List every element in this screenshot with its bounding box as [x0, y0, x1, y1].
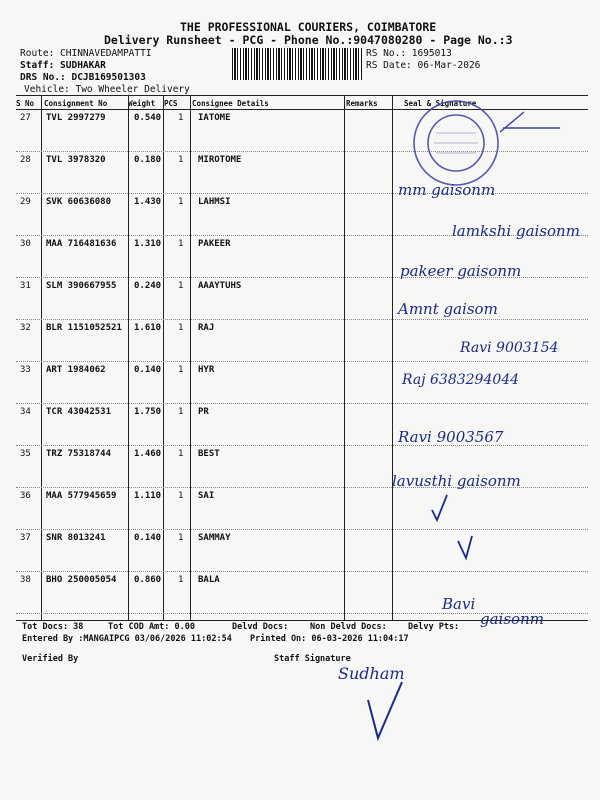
row-consignment-no: MAA 716481636: [46, 239, 117, 249]
col-divider: [163, 95, 164, 620]
row-separator: [16, 319, 588, 320]
staff-label: Staff: SUDHAKAR: [20, 60, 106, 71]
row-pcs: 1: [178, 113, 184, 123]
row-consignment-no: TVL 2997279: [46, 113, 106, 123]
row-consignee: PR: [198, 407, 209, 417]
row-consignment-no: SLM 390667955: [46, 281, 117, 291]
row-consignment-no: TRZ 75318744: [46, 449, 112, 459]
row-pcs: 1: [178, 197, 184, 207]
row-pcs: 1: [178, 155, 184, 165]
col-consignment: Consignment No: [44, 99, 108, 108]
row-pcs: 1: [178, 533, 184, 543]
row-weight: 1.750: [134, 407, 162, 417]
col-divider: [392, 95, 393, 620]
staff-signature: Sudham: [338, 664, 405, 683]
row-consignment-no: TVL 3978320: [46, 155, 106, 165]
row-consignee: MIROTOME: [198, 155, 242, 165]
row-pcs: 1: [178, 491, 184, 501]
signature-row-30: lamkshi gaisonm: [452, 222, 580, 240]
row-pcs: 1: [178, 323, 184, 333]
tot-docs: Tot Docs: 38: [22, 622, 84, 632]
row-weight: 1.110: [134, 491, 162, 501]
col-divider: [344, 95, 345, 620]
signature-row-33: Ravi 9003154: [460, 340, 559, 356]
row-sno: 35: [20, 449, 31, 459]
signature-row-36: lavusthi gaisonm: [392, 472, 521, 490]
row-sno: 37: [20, 533, 31, 543]
col-pcs: PCS: [164, 99, 178, 108]
staff-signature-label: Staff Signature: [274, 654, 351, 664]
row-consignment-no: TCR 43042531: [46, 407, 112, 417]
row-separator: [16, 529, 588, 530]
barcode: [232, 48, 362, 80]
runsheet-title: Delivery Runsheet - PCG - Phone No.:9047080280 - Page No.:3: [104, 33, 513, 47]
row-consignment-no: SNR 8013241: [46, 533, 106, 543]
row-weight: 0.540: [134, 113, 162, 123]
row-separator: [16, 193, 588, 194]
row-sno: 31: [20, 281, 31, 291]
signature-row-32: Amnt gaisom: [398, 300, 498, 318]
row-pcs: 1: [178, 575, 184, 585]
rs-number: RS No.: 1695013: [366, 48, 452, 59]
row-separator: [16, 403, 588, 404]
row-sno: 28: [20, 155, 31, 165]
row-pcs: 1: [178, 449, 184, 459]
row-weight: 0.140: [134, 365, 162, 375]
row-pcs: 1: [178, 239, 184, 249]
row-consignment-no: BLR 1151052521: [46, 323, 122, 333]
delvd-docs: Delvd Docs:: [232, 622, 289, 632]
row-consignee: BALA: [198, 575, 220, 585]
table-header-border: [16, 109, 588, 110]
col-divider: [41, 95, 42, 620]
row-pcs: 1: [178, 281, 184, 291]
row-weight: 1.430: [134, 197, 162, 207]
row-weight: 1.610: [134, 323, 162, 333]
printed-on: Printed On: 06-03-2026 11:04:17: [250, 634, 409, 644]
drs-number: DRS No.: DCJB169501303: [20, 72, 146, 83]
row-consignment-no: SVK 60636080: [46, 197, 112, 207]
signature-row-35: Ravi 9003567: [398, 428, 504, 446]
tot-cod-amt: Tot COD Amt: 0.00: [108, 622, 195, 632]
col-consignee: Consignee Details: [192, 99, 269, 108]
row-consignment-no: MAA 577945659: [46, 491, 117, 501]
row-sno: 29: [20, 197, 31, 207]
row-consignee: RAJ: [198, 323, 215, 333]
signature-row-34: Raj 6383294044: [402, 372, 520, 388]
signature-row-31: pakeer gaisonm: [400, 262, 522, 280]
row-pcs: 1: [178, 365, 184, 375]
col-divider: [190, 95, 191, 620]
row-sno: 36: [20, 491, 31, 501]
row-weight: 1.460: [134, 449, 162, 459]
company-title: THE PROFESSIONAL COURIERS, COIMBATORE: [180, 20, 437, 34]
col-divider: [128, 95, 129, 620]
row-consignment-no: BHO 250005054: [46, 575, 117, 585]
row-weight: 0.240: [134, 281, 162, 291]
col-remarks: Remarks: [346, 99, 378, 108]
row-separator: [16, 151, 588, 152]
row-pcs: 1: [178, 407, 184, 417]
table-top-border: [16, 95, 588, 96]
row-separator: [16, 571, 588, 572]
row-sno: 32: [20, 323, 31, 333]
row-consignee: SAI: [198, 491, 215, 501]
rs-date: RS Date: 06-Mar-2026: [366, 60, 481, 71]
signature-row-38b: gaisonm: [480, 610, 544, 628]
row-consignee: IATOME: [198, 113, 231, 123]
row-consignee: LAHMSI: [198, 197, 231, 207]
row-sno: 38: [20, 575, 31, 585]
col-weight: Weight: [128, 99, 156, 108]
row-weight: 0.180: [134, 155, 162, 165]
row-consignee: SAMMAY: [198, 533, 231, 543]
row-sno: 34: [20, 407, 31, 417]
verified-by: Verified By: [22, 654, 79, 664]
signature-row-29: mm gaisonm: [398, 181, 496, 199]
vehicle-label: Vehicle: Two Wheeler Delivery: [24, 84, 190, 95]
route-label: Route: CHINNAVEDAMPATTI: [20, 48, 152, 59]
col-sno: S No: [16, 99, 35, 108]
row-separator: [16, 361, 588, 362]
row-weight: 0.140: [134, 533, 162, 543]
signature-row-38a: Bavi: [442, 595, 476, 613]
row-consignment-no: ART 1984062: [46, 365, 106, 375]
row-consignee: PAKEER: [198, 239, 231, 249]
row-sno: 33: [20, 365, 31, 375]
row-consignee: AAAYTUHS: [198, 281, 242, 291]
row-sno: 30: [20, 239, 31, 249]
row-weight: 1.310: [134, 239, 162, 249]
delvy-pts: Delvy Pts:: [408, 622, 460, 632]
row-sno: 27: [20, 113, 31, 123]
row-consignee: HYR: [198, 365, 215, 375]
non-delvd-docs: Non Delvd Docs:: [310, 622, 387, 632]
row-consignee: BEST: [198, 449, 220, 459]
entered-by: Entered By :MANGAIPCG 03/06/2026 11:02:54: [22, 634, 232, 644]
col-seal: Seal & Signature: [404, 99, 477, 108]
row-weight: 0.860: [134, 575, 162, 585]
